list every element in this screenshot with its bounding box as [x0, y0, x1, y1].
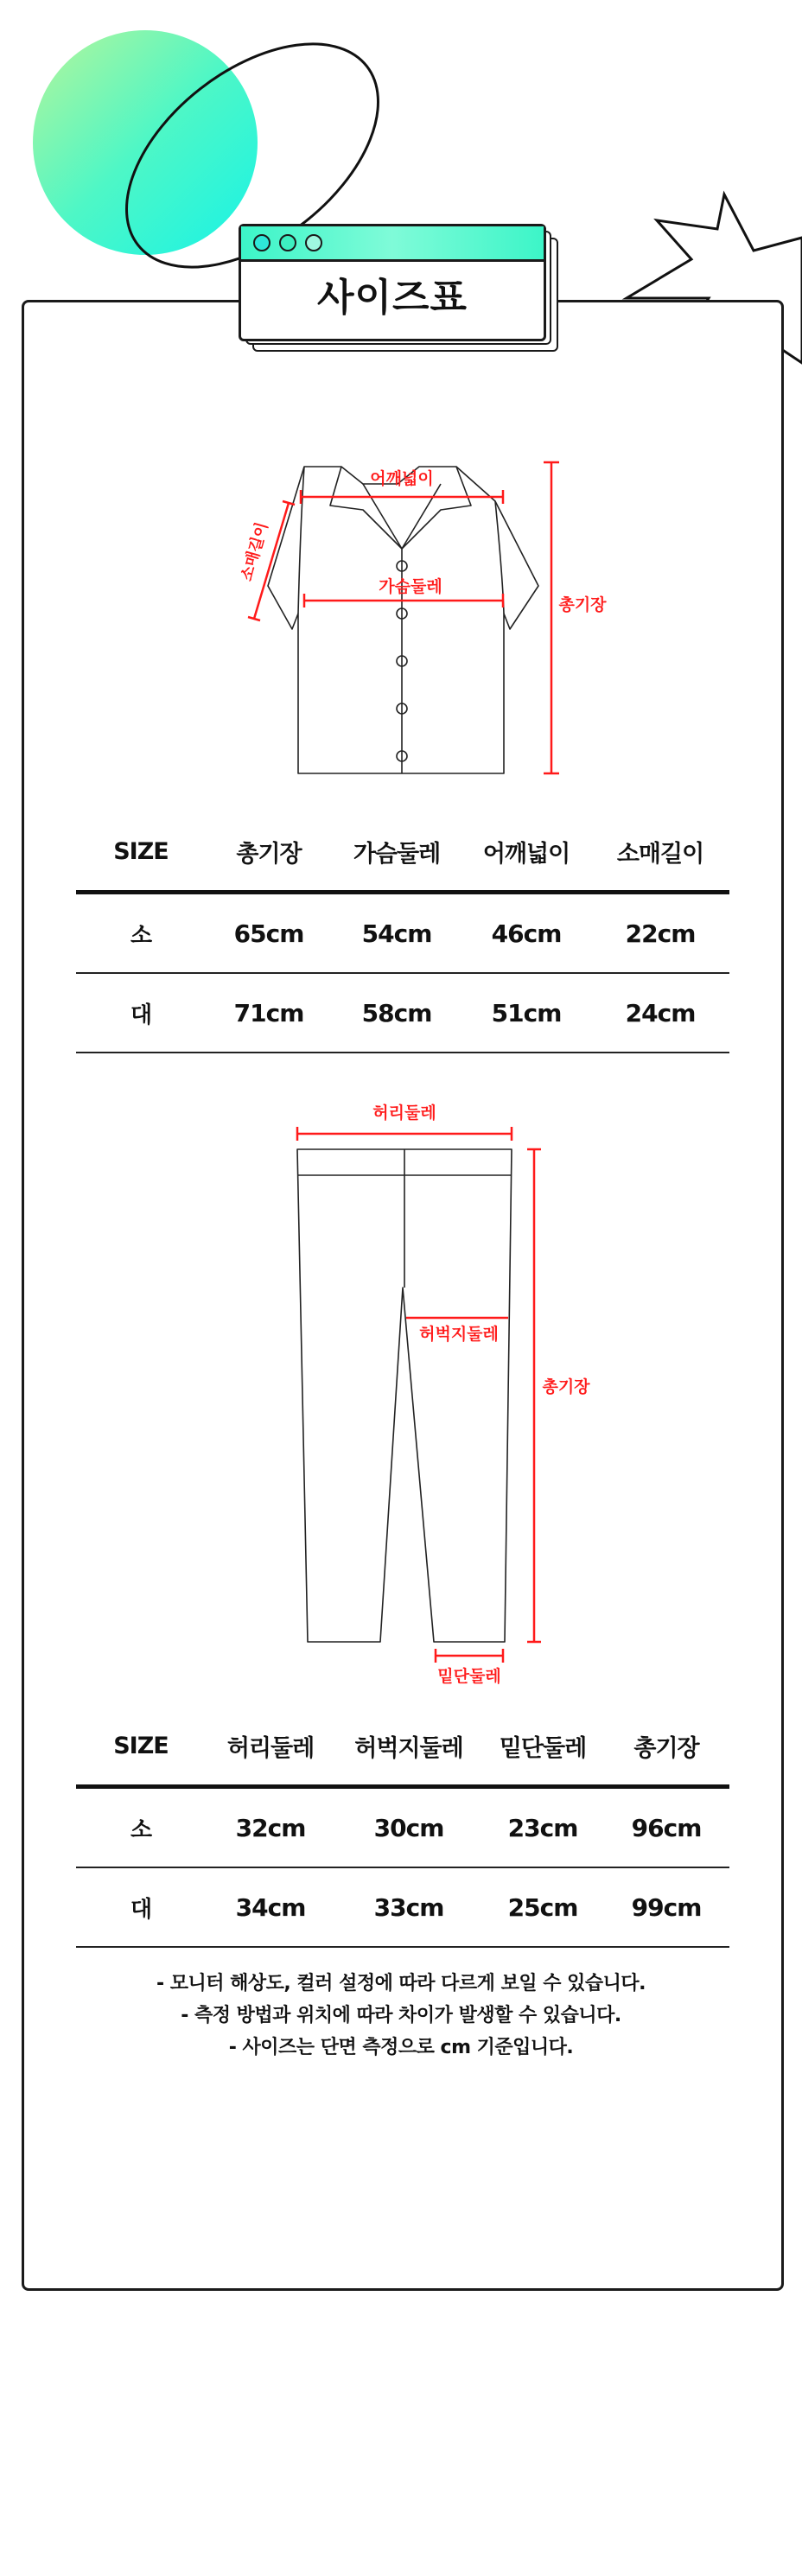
- table-cell: 34cm: [206, 1867, 335, 1947]
- column-header: 밑단둘레: [482, 1707, 603, 1787]
- notes-block: [52, 1968, 750, 2064]
- table-header-row: [76, 1707, 729, 1787]
- table-row: [76, 893, 729, 974]
- column-header: 허리둘레: [206, 1707, 335, 1787]
- table-cell: 71cm: [206, 973, 332, 1053]
- title-window: [239, 224, 546, 341]
- window-title-bar: [241, 226, 544, 262]
- column-header: 총기장: [603, 1707, 729, 1787]
- hem-label: 밑단둘레: [437, 1667, 501, 1686]
- column-header: 가슴둘레: [332, 812, 461, 893]
- shoulder-label: 어깨넓이: [370, 469, 434, 488]
- column-header: SIZE: [76, 1707, 206, 1787]
- table-cell: 25cm: [482, 1867, 603, 1947]
- table-cell: 46cm: [461, 893, 591, 974]
- shirt-outline: [268, 467, 538, 773]
- size-cell: 소: [76, 1787, 206, 1868]
- gradient-circle: [33, 30, 258, 255]
- size-cell: 대: [76, 973, 206, 1053]
- table-cell: 24cm: [591, 973, 729, 1053]
- bottom-size-table: [76, 1707, 729, 1948]
- shirt-collar-inner: [363, 484, 441, 549]
- table-cell: 65cm: [206, 893, 332, 974]
- table-cell: 54cm: [332, 893, 461, 974]
- pants-diagram: [277, 1089, 605, 1694]
- table-row: [76, 1867, 729, 1947]
- length-label: 총기장: [558, 595, 607, 614]
- table-cell: 58cm: [332, 973, 461, 1053]
- note-line: - 모니터 해상도, 컬러 설정에 따라 다르게 보일 수 있습니다.: [156, 1973, 646, 1994]
- window-dot-icon: [253, 234, 271, 251]
- table-cell: 30cm: [335, 1787, 482, 1868]
- table-cell: 96cm: [603, 1787, 729, 1868]
- table-cell: 33cm: [335, 1867, 482, 1947]
- window-dot-icon: [305, 234, 322, 251]
- size-cell: 소: [76, 893, 206, 974]
- column-header: 어깨넓이: [461, 812, 591, 893]
- top-size-table: [76, 812, 729, 1053]
- shirt-sleeve-seam: [298, 467, 304, 614]
- table-cell: 99cm: [603, 1867, 729, 1947]
- shirt-diagram: [233, 449, 607, 786]
- length-label: 총기장: [542, 1377, 590, 1396]
- table-row: [76, 973, 729, 1053]
- column-header: SIZE: [76, 812, 206, 893]
- column-header: 허벅지둘레: [335, 1707, 482, 1787]
- table-row: [76, 1787, 729, 1868]
- table-header-row: [76, 812, 729, 893]
- table-cell: 23cm: [482, 1787, 603, 1868]
- table-cell: 32cm: [206, 1787, 335, 1868]
- note-line: - 측정 방법과 위치에 따라 차이가 발생할 수 있습니다.: [181, 2005, 621, 2026]
- chest-label: 가슴둘레: [379, 577, 442, 596]
- note-line: - 사이즈는 단면 측정으로 cm 기준입니다.: [228, 2037, 574, 2058]
- window-dot-icon: [279, 234, 296, 251]
- table-cell: 22cm: [591, 893, 729, 974]
- sleeve-label: 소매길이: [238, 520, 272, 583]
- column-header: 총기장: [206, 812, 332, 893]
- page-title: 사이즈표: [316, 276, 468, 320]
- column-header: 소매길이: [591, 812, 729, 893]
- size-cell: 대: [76, 1867, 206, 1947]
- thigh-label: 허벅지둘레: [419, 1325, 499, 1344]
- table-cell: 51cm: [461, 973, 591, 1053]
- waist-label: 허리둘레: [372, 1104, 436, 1123]
